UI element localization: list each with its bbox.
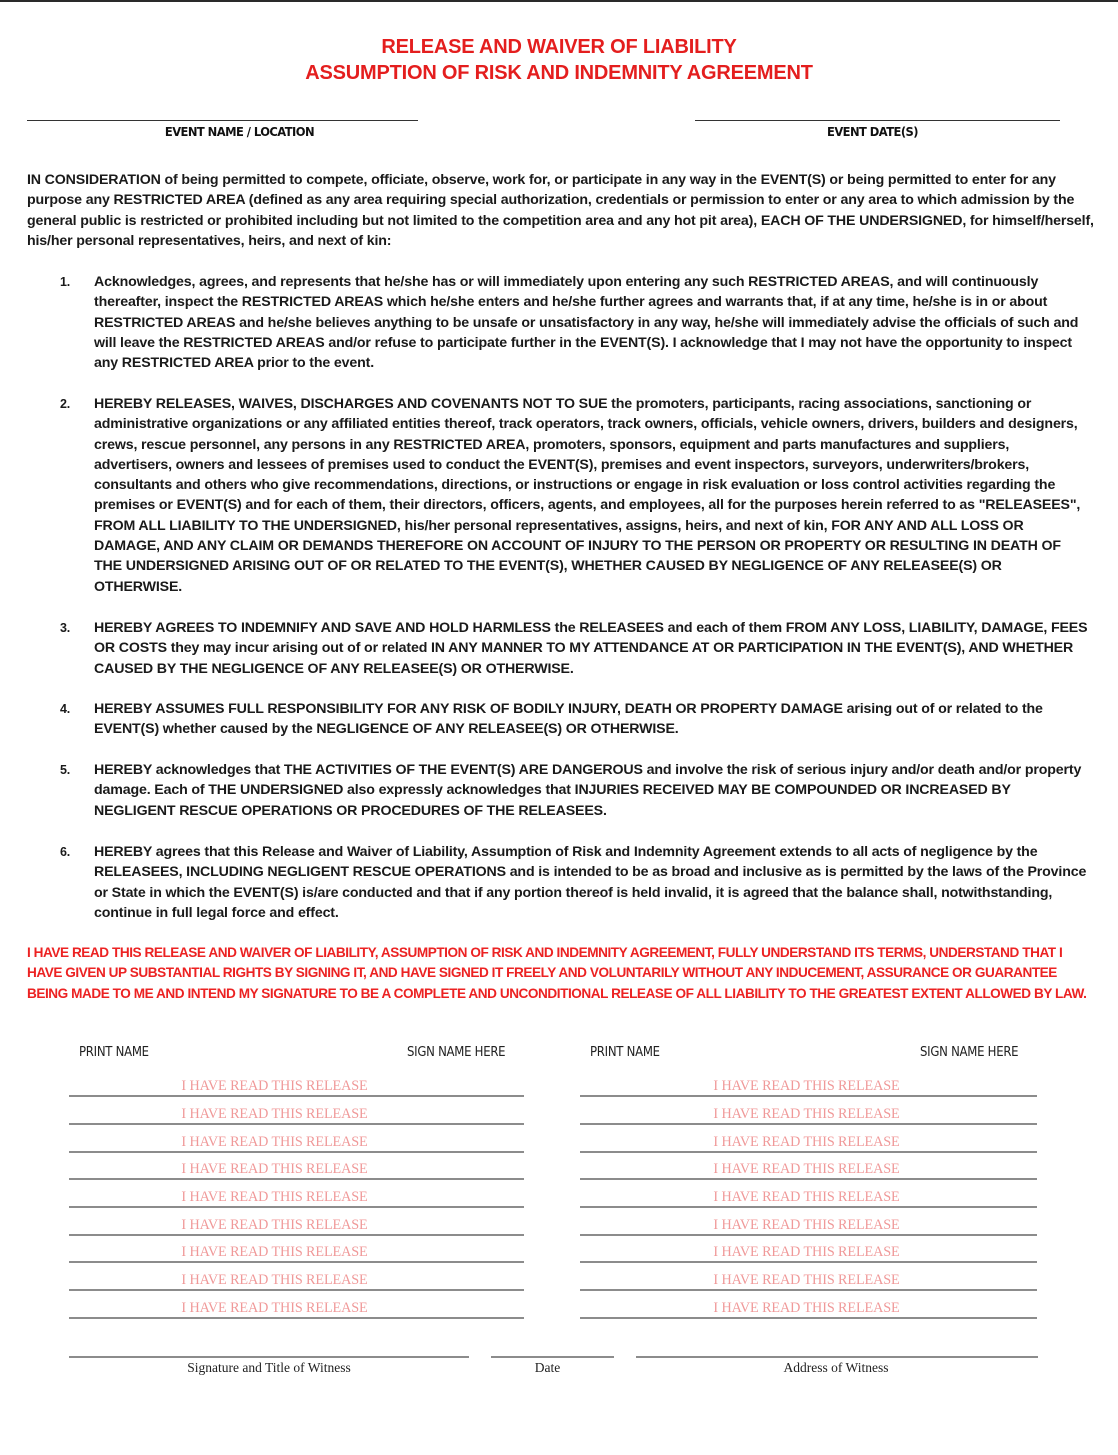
- watermark-text: I HAVE READ THIS RELEASE: [713, 1272, 900, 1288]
- watermark-text: I HAVE READ THIS RELEASE: [181, 1078, 368, 1094]
- left-print-name-header: PRINT NAME: [79, 1045, 149, 1060]
- clause-number: 1.: [60, 275, 71, 289]
- left-signature-row-3[interactable]: [69, 1125, 524, 1153]
- left-signature-row-5[interactable]: [69, 1180, 524, 1208]
- clause-text: HEREBY agrees that this Release and Waiver of Liability, Assumption of Risk and Indemnity Agreement extends to all acts of negligence by the RELEASEES, INCLUDING NEGLIGENT RESCUE OPERATIONS and is intended to be as broad and inclusive as is permitted by the laws of the Province or State in which the EVENT(S) is/are conducted and that if any portion thereof is held invalid, it is agreed that the balance shall, notwithstanding, continue in full legal force and effect.: [94, 844, 1087, 921]
- intro-paragraph: IN CONSIDERATION of being permitted to compete, officiate, observe, work for, or participate in any way in the EVENT(S) or being permitted to enter for any purpose any RESTRICTED AREA (defined as any area requiring special authorization, credentials or permission to enter or any area to which admission by the general public is restricted or prohibited including but not limited to the competition area and any hot pit area), EACH OF THE UNDERSIGNED, for himself/herself, his/her personal representatives, heirs, and next of kin:: [27, 172, 1094, 249]
- left-signature-row-9[interactable]: [69, 1291, 524, 1319]
- watermark-text: I HAVE READ THIS RELEASE: [181, 1106, 368, 1122]
- clause-text: HEREBY RELEASES, WAIVES, DISCHARGES AND COVENANTS NOT TO SUE the promoters, participants, racing associations, sanctioning or administrative organizations or any affiliated entities thereof, track operators, track owners, officials, vehicle owners, drivers, builders and designers, crews, rescue personnel, any persons in any RESTRICTED AREA, promoters, sponsors, equipment and parts manufactures and suppliers, advertisers, owners and lessees of premises used to conduct the EVENT(S), premises and event inspectors, surveyors, underwriters/brokers, consultants and others who give recommendations, directions, or instructions or engage in risk evaluation or loss control activities regarding the premises or EVENT(S) and for each of them, their directors, officers, agents, and employees, all for the purposes herein referred to as "RELEASEES", FROM ALL LIABILITY TO THE UNDERSIGNED, his/her personal representatives, assigns, heirs, and next of kin, FOR ANY AND ALL LOSS OR DAMAGE, AND ANY CLAIM OR DEMANDS THEREFORE ON ACCOUNT OF INJURY TO THE PERSON OR PROPERTY OR RESULTING IN DEATH OF THE UNDERSIGNED ARISING OUT OF OR RELATED TO THE EVENT(S), WHETHER CAUSED BY NEGLIGENCE OF ANY RELEASEE(S) OR OTHERWISE.: [94, 396, 1081, 595]
- page-top-border: [0, 0, 1118, 2]
- clause-text: HEREBY AGREES TO INDEMNIFY AND SAVE AND HOLD HARMLESS the RELEASEES and each of them FROM ANY LOSS, LIABILITY, DAMAGE, FEES OR COSTS they may incur arising out of or related IN ANY MANNER TO MY ATTENDANCE AT OR PARTICIPATION IN THE EVENT(S), AND WHETHER CAUSED BY THE NEGLIGENCE OF ANY RELEASEE(S) OR OTHERWISE.: [94, 620, 1088, 677]
- right-signature-row-8[interactable]: [580, 1263, 1037, 1291]
- watermark-text: I HAVE READ THIS RELEASE: [181, 1134, 368, 1150]
- clause-number: 4.: [60, 702, 71, 716]
- witness-signature-label: Signature and Title of Witness: [187, 1360, 351, 1375]
- right-signature-row-7[interactable]: [580, 1235, 1037, 1263]
- watermark-text: I HAVE READ THIS RELEASE: [713, 1134, 900, 1150]
- clause-text: HEREBY acknowledges that THE ACTIVITIES OF THE EVENT(S) ARE DANGEROUS and involve the risk of serious injury and/or death and/or property damage. Each of THE UNDERSIGNED also expressly acknowledges that INJURIES RECEIVED MAY BE COMPOUNDED OR INCREASED BY NEGLIGENT RESCUE OPERATIONS OR PROCEDURES OF THE RELEASEES.: [94, 762, 1082, 819]
- right-print-name-header: PRINT NAME: [590, 1045, 660, 1060]
- right-sign-name-header: SIGN NAME HERE: [920, 1045, 1019, 1060]
- left-signature-row-8[interactable]: [69, 1263, 524, 1291]
- witness-address-label: Address of Witness: [783, 1360, 889, 1375]
- watermark-text: I HAVE READ THIS RELEASE: [713, 1161, 900, 1177]
- watermark-text: I HAVE READ THIS RELEASE: [181, 1272, 368, 1288]
- clause-number: 5.: [60, 763, 71, 777]
- clause-number: 3.: [60, 621, 71, 635]
- clause-number: 2.: [60, 397, 71, 411]
- witness-date-field[interactable]: [491, 1356, 614, 1358]
- witness-date-label: Date: [534, 1360, 561, 1375]
- witness-signature-field[interactable]: [69, 1356, 469, 1358]
- watermark-text: I HAVE READ THIS RELEASE: [181, 1244, 368, 1260]
- watermark-text: I HAVE READ THIS RELEASE: [713, 1078, 900, 1094]
- event-dates-label: EVENT DATE(S): [827, 124, 918, 139]
- right-signature-row-2[interactable]: [580, 1097, 1037, 1125]
- clause-text: HEREBY ASSUMES FULL RESPONSIBILITY FOR ANY RISK OF BODILY INJURY, DEATH OR PROPERTY DAMAGE arising out of or related to the EVENT(S) whether caused by the NEGLIGENCE OF ANY RELEASEE(S) OR OTHERWISE.: [94, 701, 1043, 738]
- right-signature-row-4[interactable]: [580, 1152, 1037, 1180]
- clause-text: Acknowledges, agrees, and represents that he/she has or will immediately upon entering any such RESTRICTED AREAS, and will continuously thereafter, inspect the RESTRICTED AREAS which he/she enters and he/she further agrees and warrants that, if at any time, he/she is in or about RESTRICTED AREAS and he/she believes anything to be unsafe or unsatisfactory in any way, he/she will immediately advise the officials of such and will leave the RESTRICTED AREAS and/or refuse to participate further in the EVENT(S). I acknowledge that I may not have the opportunity to inspect any RESTRICTED AREA prior to the event.: [94, 274, 1079, 372]
- watermark-text: I HAVE READ THIS RELEASE: [181, 1300, 368, 1316]
- left-signature-row-6[interactable]: [69, 1208, 524, 1236]
- right-signature-row-5[interactable]: [580, 1180, 1037, 1208]
- right-signature-row-3[interactable]: [580, 1125, 1037, 1153]
- left-signature-row-2[interactable]: [69, 1097, 524, 1125]
- watermark-text: I HAVE READ THIS RELEASE: [181, 1189, 368, 1205]
- watermark-text: I HAVE READ THIS RELEASE: [181, 1161, 368, 1177]
- watermark-text: I HAVE READ THIS RELEASE: [713, 1217, 900, 1233]
- watermark-text: I HAVE READ THIS RELEASE: [181, 1217, 368, 1233]
- event-name-field[interactable]: [27, 120, 418, 121]
- witness-address-field[interactable]: [636, 1356, 1038, 1358]
- watermark-text: I HAVE READ THIS RELEASE: [713, 1244, 900, 1260]
- left-signature-row-4[interactable]: [69, 1152, 524, 1180]
- event-name-label: EVENT NAME / LOCATION: [164, 124, 315, 139]
- document-subtitle: ASSUMPTION OF RISK AND INDEMNITY AGREEMENT: [305, 62, 813, 84]
- acknowledgement-statement: I HAVE READ THIS RELEASE AND WAIVER OF LIABILITY, ASSUMPTION OF RISK AND INDEMNITY AGREEMENT, FULLY UNDERSTAND ITS TERMS, UNDERSTAND THAT I HAVE GIVEN UP SUBSTANTIAL RIGHTS BY SIGNING IT, AND HAVE SIGNED IT FREELY AND VOLUNTARILY WITHOUT ANY INDUCEMENT, ASSURANCE OR GUARANTEE BEING MADE TO ME AND INTEND MY SIGNATURE TO BE A COMPLETE AND UNCONDITIONAL RELEASE OF ALL LIABILITY TO THE GREATEST EXTENT ALLOWED BY LAW.: [27, 945, 1087, 1001]
- document-title: RELEASE AND WAIVER OF LIABILITY: [381, 36, 737, 58]
- left-signature-row-7[interactable]: [69, 1235, 524, 1263]
- watermark-text: I HAVE READ THIS RELEASE: [713, 1106, 900, 1122]
- watermark-text: I HAVE READ THIS RELEASE: [713, 1300, 900, 1316]
- event-dates-field[interactable]: [695, 120, 1060, 121]
- right-signature-row-1[interactable]: [580, 1069, 1037, 1097]
- left-sign-name-header: SIGN NAME HERE: [407, 1045, 506, 1060]
- clause-number: 6.: [60, 845, 71, 859]
- watermark-text: I HAVE READ THIS RELEASE: [713, 1189, 900, 1205]
- right-signature-row-9[interactable]: [580, 1291, 1037, 1319]
- right-signature-row-6[interactable]: [580, 1208, 1037, 1236]
- left-signature-row-1[interactable]: [69, 1069, 524, 1097]
